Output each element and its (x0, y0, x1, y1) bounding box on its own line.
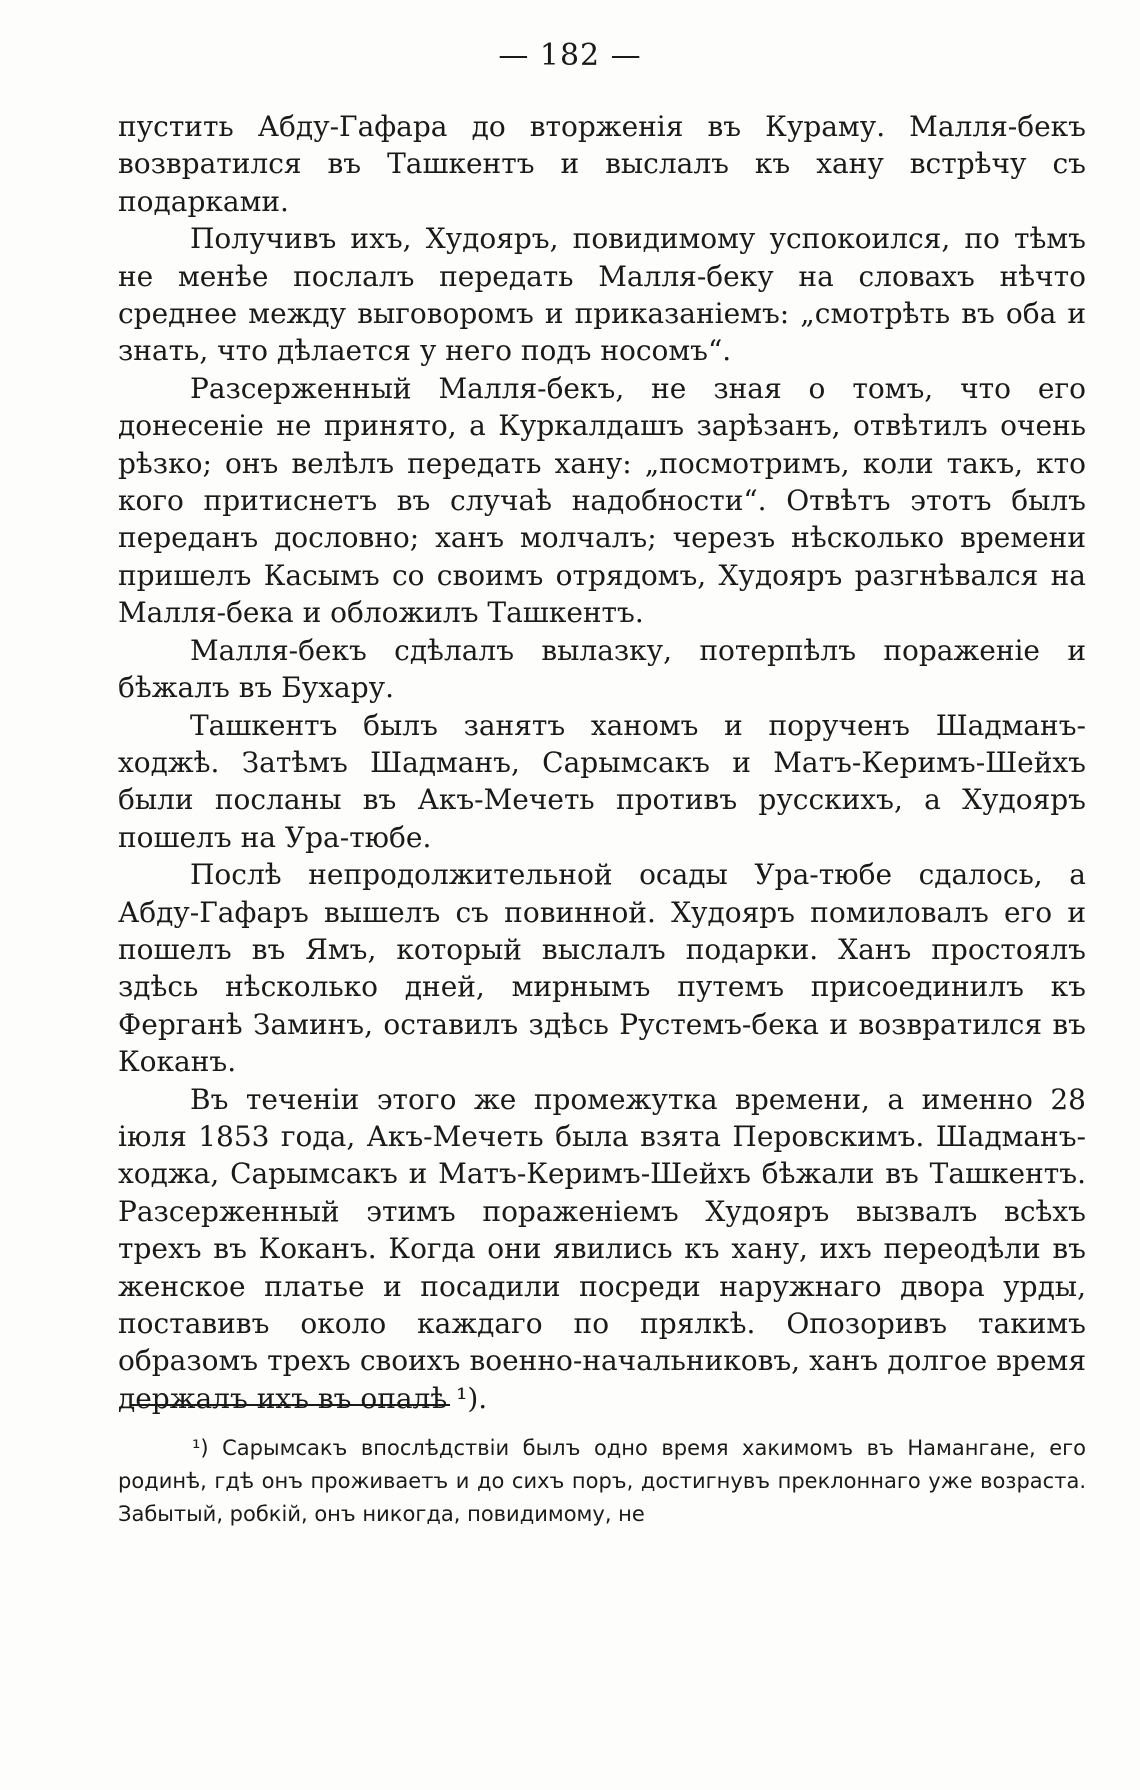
paragraph-2: Получивъ ихъ, Худояръ, повидимому успокоился, по тѣмъ не менѣе послалъ передать Малля-беку на словахъ нѣчто среднее между выговоромъ и приказаніемъ: „смотрѣть въ оба и знать, что дѣлается у него подъ носомъ“. (118, 222, 1086, 368)
paragraph-6: Послѣ непродолжительной осады Ура-тюбе сдалось, а Абду-Гафаръ вышелъ съ повинной. Худояръ помиловалъ его и пошелъ въ Ямъ, который выслалъ подарки. Ханъ простоялъ здѣсь нѣсколько дней, мирнымъ путемъ присоединилъ къ Ферганѣ Заминъ, оставилъ здѣсь Рустемъ-бека и возвратился въ Коканъ. (118, 858, 1086, 1079)
footnote-text: ¹) Сарымсакъ впослѣдствіи былъ одно время хакимомъ въ Намангане, его родинѣ, гдѣ онъ проживаетъ и до сихъ поръ, достигнувъ преклоннаго уже возраста. Забытый, робкій, онъ никогда, повидимому, не (118, 1436, 1086, 1526)
footnote-separator (130, 1404, 450, 1406)
paragraph-7: Въ теченіи этого же промежутка времени, а именно 28 іюля 1853 года, Акъ-Мечеть была взята Перовскимъ. Шадманъ-ходжа, Сарымсакъ и Матъ-Керимъ-Шейхъ бѣжали въ Ташкентъ. Разсерженный этимъ пораженіемъ Худояръ вызвалъ всѣхъ трехъ въ Коканъ. Когда они явились къ хану, ихъ переодѣли въ женское платье и посадили посреди наружнаго двора урды, поставивъ около каждаго по прялкѣ. Опозоривъ такимъ образомъ трехъ своихъ военно-начальниковъ, ханъ долгое время держалъ ихъ въ опалѣ ¹). (118, 1082, 1086, 1415)
paragraph-3: Разсерженный Малля-бекъ, не зная о томъ, что его донесеніе не принято, а Куркалдашъ зарѣзанъ, отвѣтилъ очень рѣзко; онъ велѣлъ передать хану: „посмотримъ, коли такъ, кто кого притиснетъ въ случаѣ надобности“. Отвѣтъ этотъ былъ переданъ дословно; ханъ молчалъ; черезъ нѣсколько времени пришелъ Касымъ со своимъ отрядомъ, Худояръ разгнѣвался на Малля-бека и обложилъ Ташкентъ. (118, 371, 1086, 630)
paragraph-5: Ташкентъ былъ занятъ ханомъ и порученъ Шадманъ-ходжѣ. Затѣмъ Шадманъ, Сарымсакъ и Матъ-Керимъ-Шейхъ были посланы въ Акъ-Мечеть противъ русскихъ, а Худояръ пошелъ на Ура-тюбе. (118, 708, 1086, 854)
paragraph-4: Малля-бекъ сдѣлалъ вылазку, потерпѣлъ пораженіе и бѣжалъ въ Бухару. (118, 633, 1086, 705)
footnote (118, 1432, 1086, 1531)
paragraph-1: пустить Абду-Гафара до вторженія въ Кураму. Малля-бекъ возвратился въ Ташкентъ и выслалъ къ хану встрѣчу съ подарками. (118, 110, 1086, 218)
page-number: — 182 — (498, 38, 642, 73)
main-text (118, 108, 1086, 1417)
